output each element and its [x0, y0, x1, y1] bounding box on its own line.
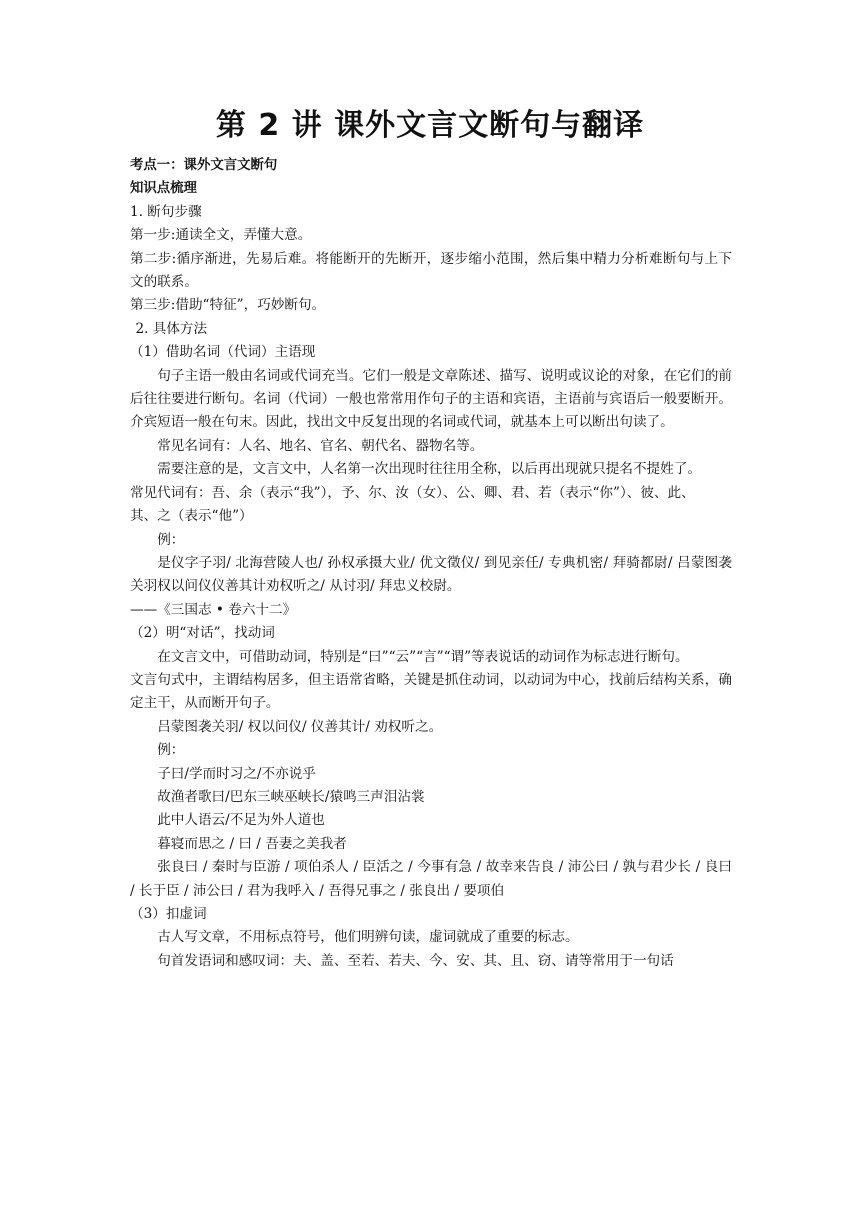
paragraph: 是仪字子羽/ 北海营陵人也/ 孙权承摄大业/ 优文徵仪/ 到见亲任/ 专典机密/ 拜骑都尉/ 吕蒙图袭关羽权以问仪仪善其计劝权听之/ 从讨羽/ 拜忠义校尉。 — [130, 554, 732, 595]
paragraph: 句子主语一般由名词或代词充当。它们一般是文章陈述、描写、说明或议论的对象，在它们的前后往往要进行断句。名词（代词）一般也常常用作句子的主语和宾语，主语前与宾语后一般要断开。介宾短语一般在句末。因此，找出文中反复出现的名词或代词，就基本上可以断出句读了。 — [130, 367, 732, 431]
paragraph: 故渔者歌曰/巴东三峡巫峡长/猿鸣三声泪沾裳 — [157, 788, 425, 805]
paragraph: 常见代词有：吾、余（表示“我”），予、尔、汝（女）、公、卿、君、若（表示“你”）、彼、此、 — [130, 484, 695, 501]
paragraph: 吕蒙图袭关羽/ 权以问仪/ 仪善其计/ 劝权听之。 — [157, 718, 443, 735]
paragraph: 在文言文中，可借助动词，特别是“曰”“云”“言”“谓”等表说话的动词作为标志进行断句。 — [157, 648, 689, 665]
subsection-heading: 知识点梳理 — [130, 181, 197, 197]
paragraph: 例： — [157, 531, 185, 548]
paragraph: 常见名词有：人名、地名、官名、朝代名、器物名等。 — [157, 437, 484, 454]
paragraph: 张良曰 / 秦时与臣游 / 项伯杀人 / 臣活之 / 今事有急 / 故幸来告良 / 沛公曰 / 孰与君少长 / 良曰 / 长于臣 / 沛公曰 / 君为我呼入 / 吾得兄事之 / 张良出 / 要项伯 — [130, 859, 732, 899]
paragraph: 句首发语词和感叹词：夫、盖、至若、若夫、今、安、其、且、窃、请等常用于一句话 — [157, 952, 674, 969]
document-body — [130, 154, 732, 973]
section-heading: 考点一：课外文言文断句 — [130, 158, 278, 173]
paragraph: 此中人语云/不足为外人道也 — [157, 812, 325, 829]
paragraph: 2. 具体方法 — [135, 320, 208, 337]
paragraph: 古人写文章，不用标点符号，他们明辨句读，虚词就成了重要的标志。 — [157, 929, 579, 946]
paragraph: 文言句式中，主谓结构居多，但主语常省略，关键是抓住动词，以动词为中心，找前后结构关系，确定主干，从而断开句子。 — [130, 671, 732, 712]
citation: ——《三国志 • 卷六十二》 — [130, 601, 297, 618]
paragraph: 例： — [157, 742, 185, 759]
page-title: 第 2 讲 课外文言文断句与翻译 — [215, 108, 645, 143]
paragraph: 第二步:循序渐进，先易后难。将能断开的先断开，逐步缩小范围，然后集中精力分析难断句与上下文的联系。 — [130, 250, 732, 291]
paragraph: 子曰/学而时习之/不亦说乎 — [157, 765, 316, 782]
paragraph: 其、之（表示“他”） — [130, 508, 253, 525]
paragraph: 1. 断句步骤 — [130, 203, 202, 220]
paragraph: （2）明“对话”，找动词 — [130, 625, 275, 642]
paragraph: （1）借助名词（代词）主语现 — [130, 344, 316, 361]
paragraph: 第三步:借助“特征”，巧妙断句。 — [130, 297, 326, 314]
paragraph: （3）扣虚词 — [130, 906, 207, 922]
paragraph: 暮寝而思之 / 曰 / 吾妻之美我者 — [157, 835, 347, 852]
paragraph: 第一步:通读全文，弄懂大意。 — [130, 227, 312, 244]
paragraph: 需要注意的是，文言文中，人名第一次出现时往往用全称，以后再出现就只提名不提姓了。 — [157, 461, 701, 478]
